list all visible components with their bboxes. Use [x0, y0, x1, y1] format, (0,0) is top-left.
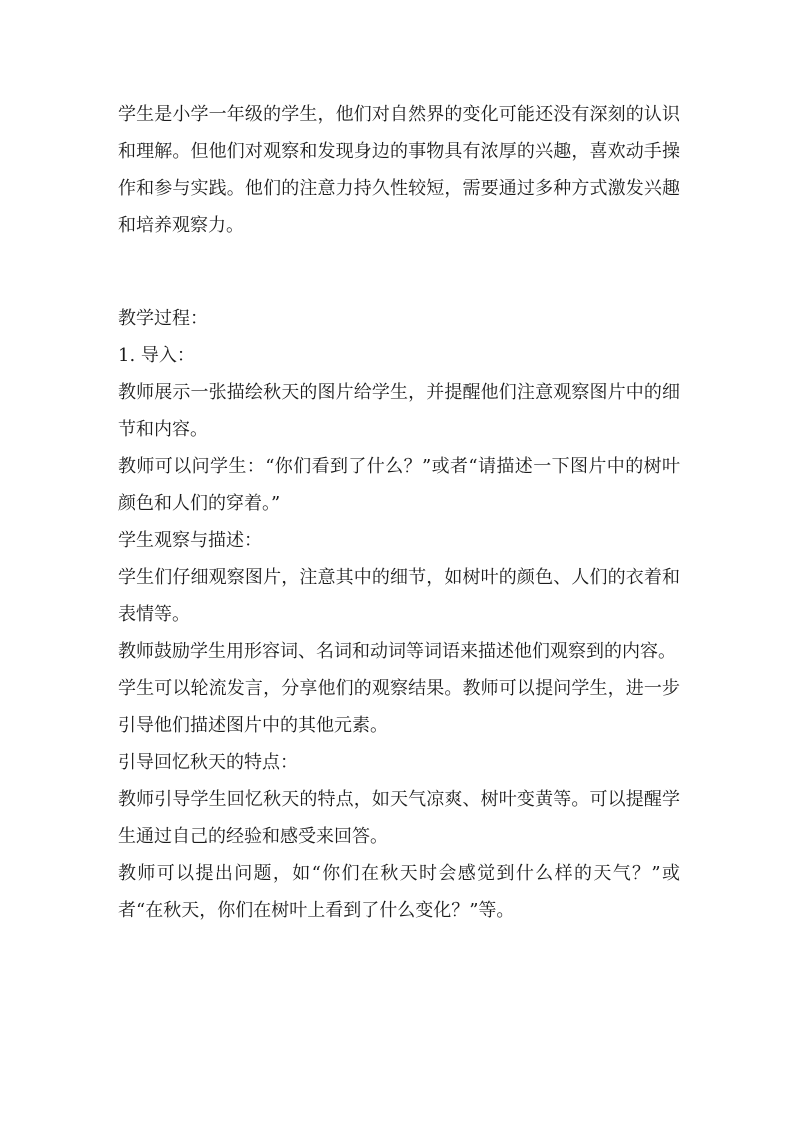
teaching-process-heading: 教学过程：: [118, 308, 208, 329]
body-paragraph: 教师引导学生回忆秋天的特点，如天气凉爽、树叶变黄等。可以提醒学生通过自己的经验和感受来回答。: [118, 789, 680, 847]
body-paragraph: 教师鼓励学生用形容词、名词和动词等词语来描述他们观察到的内容。: [118, 641, 676, 662]
document-body: [118, 96, 680, 929]
paragraph-spacer: [118, 244, 680, 300]
body-paragraph: 教师可以提出问题，如“你们在秋天时会感觉到什么样的天气？”或者“在秋天，你们在树叶上看到了什么变化？”等。: [118, 863, 680, 921]
body-paragraph: 教师可以问学生：“你们看到了什么？”或者“请描述一下图片中的树叶颜色和人们的穿着。”: [118, 456, 680, 514]
step-1-heading: 1. 导入：: [118, 345, 195, 366]
subheading-recall-autumn: 引导回忆秋天的特点：: [118, 752, 298, 773]
body-paragraph: 学生可以轮流发言，分享他们的观察结果。教师可以提问学生，进一步引导他们描述图片中的其他元素。: [118, 678, 680, 736]
body-paragraph: 学生们仔细观察图片，注意其中的细节，如树叶的颜色、人们的衣着和表情等。: [118, 567, 680, 625]
body-paragraph: 教师展示一张描绘秋天的图片给学生，并提醒他们注意观察图片中的细节和内容。: [118, 382, 680, 440]
subheading-observe-describe: 学生观察与描述：: [118, 530, 262, 551]
student-analysis-paragraph: 学生是小学一年级的学生，他们对自然界的变化可能还没有深刻的认识和理解。但他们对观察和发现身边的事物具有浓厚的兴趣，喜欢动手操作和参与实践。他们的注意力持久性较短，需要通过多种方式激发兴趣和培养观察力。: [118, 104, 680, 236]
